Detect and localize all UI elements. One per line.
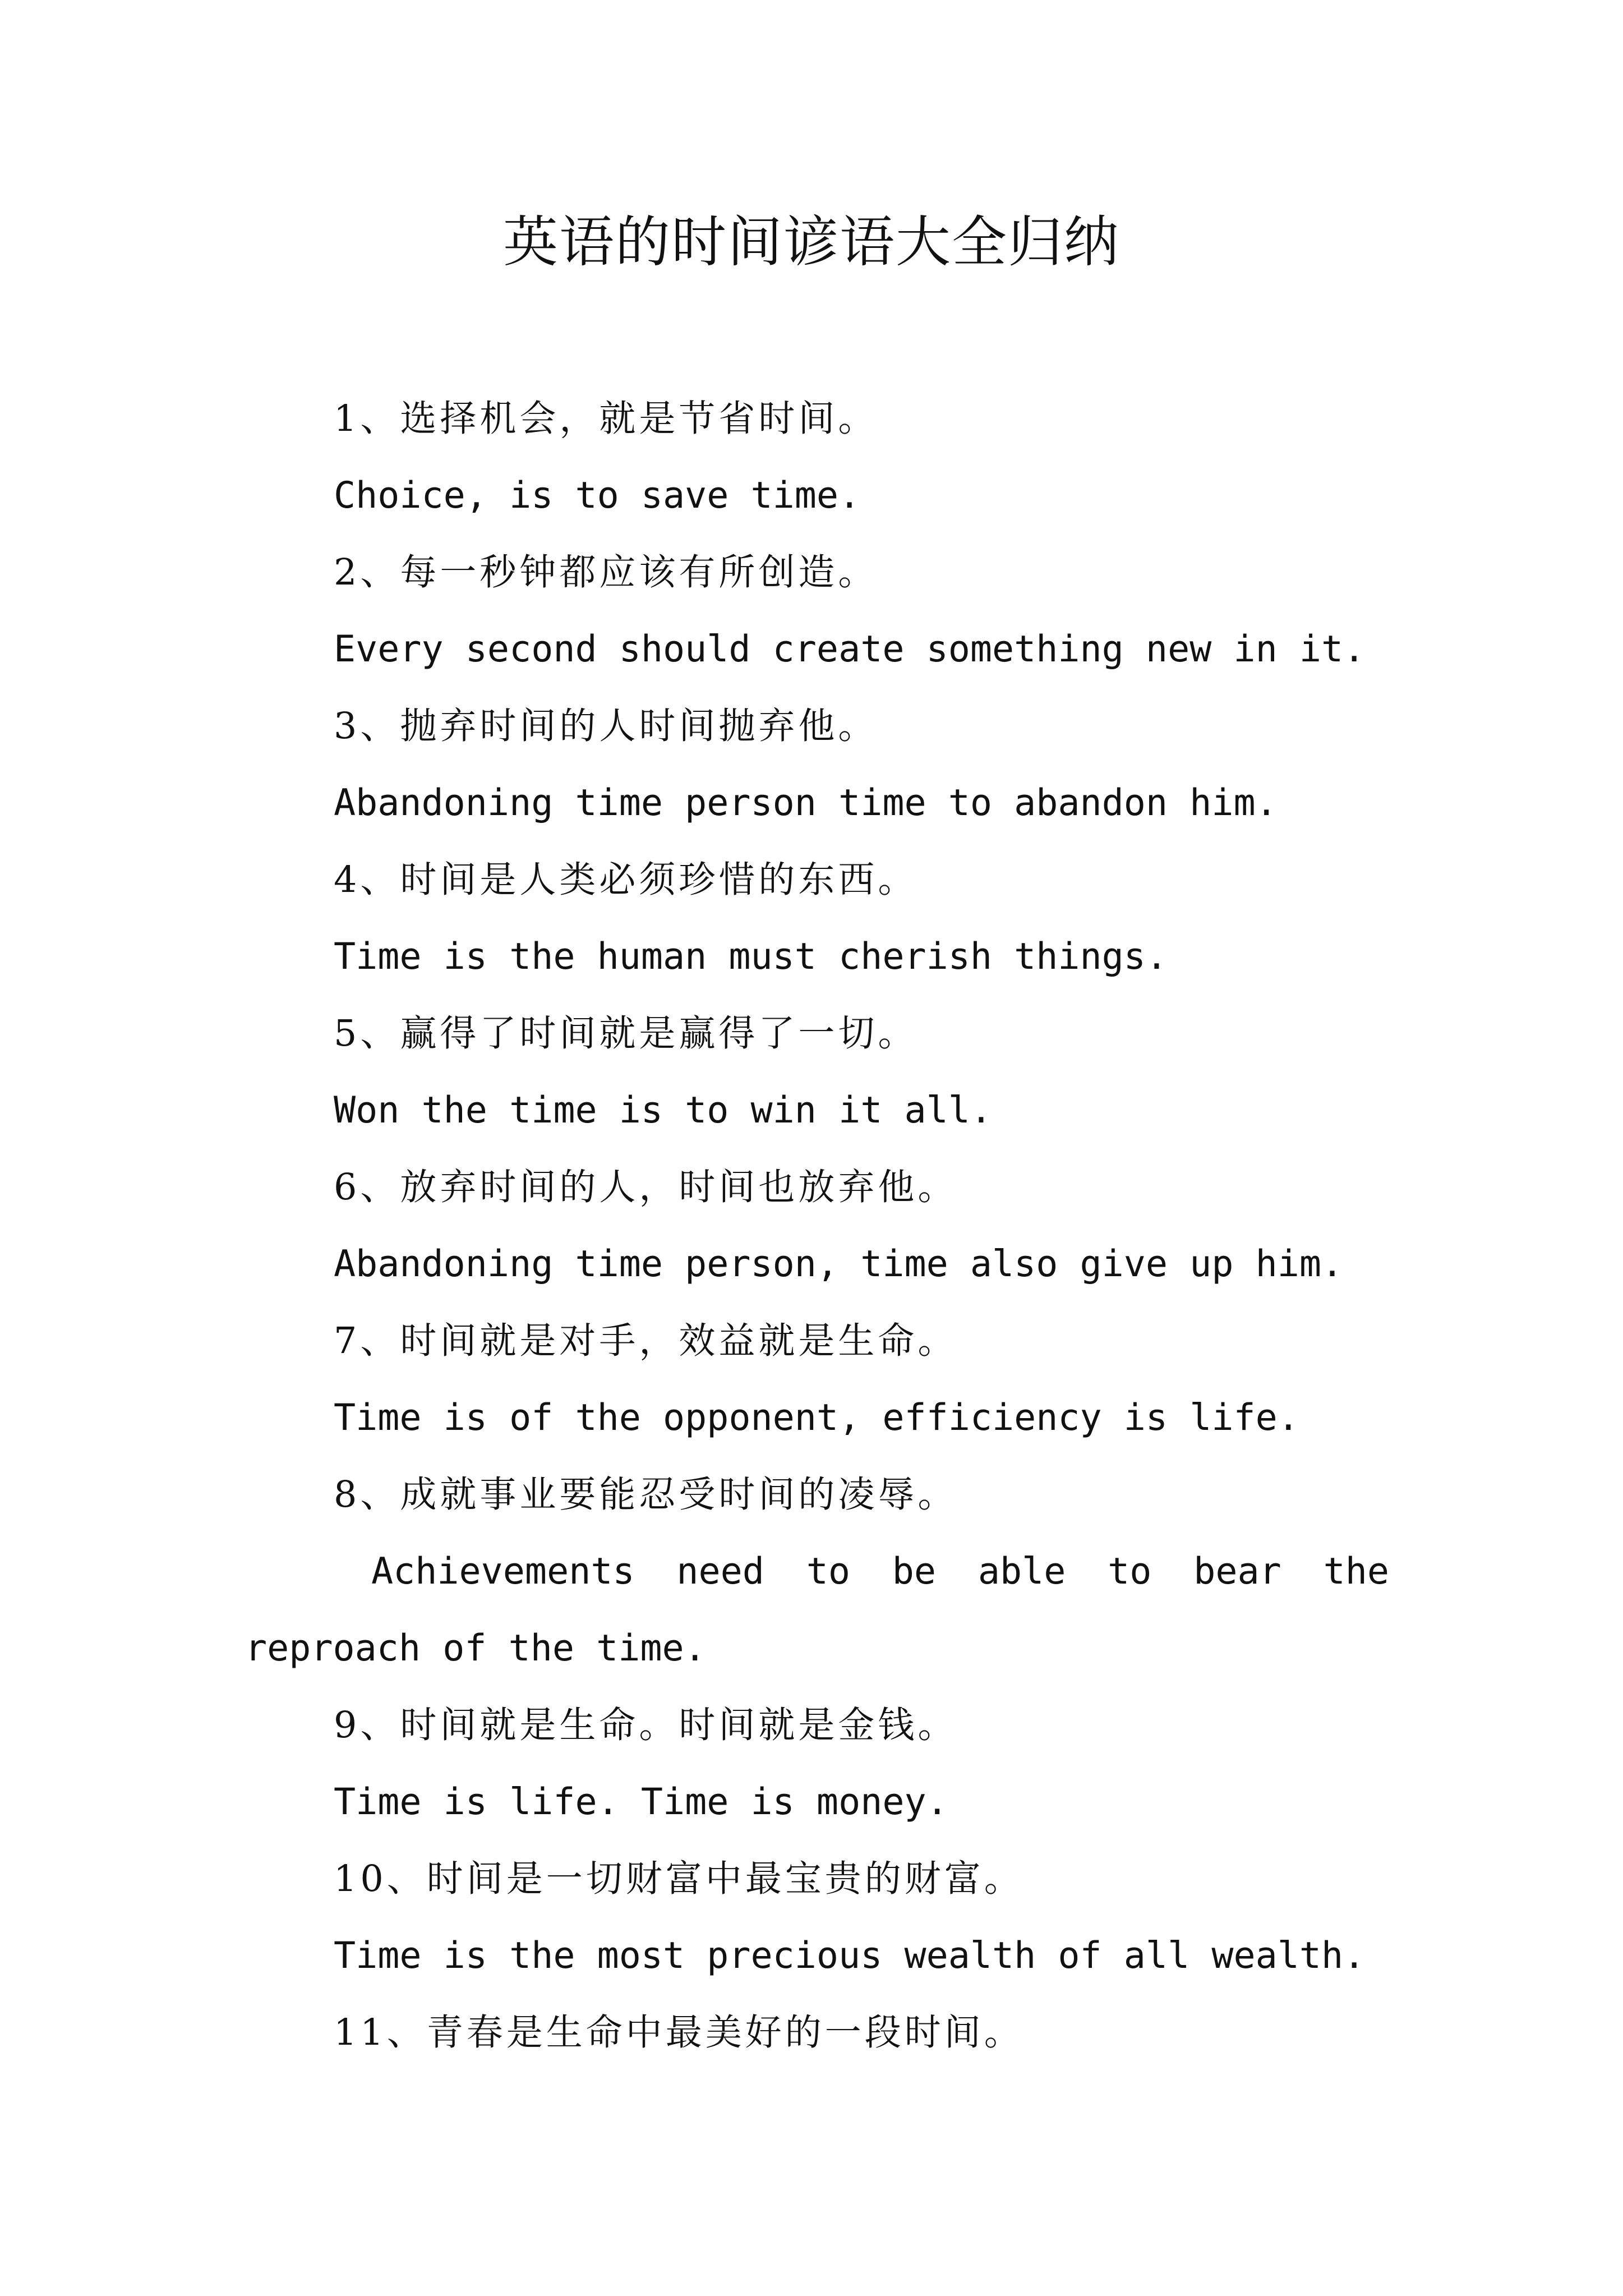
proverb-zh-3: 3、抛弃时间的人时间抛弃他。 xyxy=(334,705,878,747)
proverb-en-4: Time is the human must cherish things. xyxy=(334,936,1168,978)
proverb-en-8-word: to xyxy=(1108,1550,1152,1593)
proverb-zh-2: 2、每一秒钟都应该有所创造。 xyxy=(334,551,878,593)
proverb-zh-6: 6、放弃时间的人，时间也放弃他。 xyxy=(334,1166,958,1208)
proverb-en-8-line-1 xyxy=(245,1533,1389,1610)
proverb-en-10: Time is the most precious wealth of all wealth. xyxy=(334,1935,1366,1977)
proverb-en-3: Abandoning time person time to abandon him. xyxy=(334,782,1278,824)
proverb-en-5: Won the time is to win it all. xyxy=(334,1089,992,1131)
proverb-en-7: Time is of the opponent, efficiency is life. xyxy=(334,1397,1299,1439)
proverb-en-8-word: Achievements xyxy=(371,1550,635,1593)
proverb-zh-5: 5、赢得了时间就是赢得了一切。 xyxy=(334,1013,918,1055)
document-title: 英语的时间谚语大全归纳 xyxy=(502,210,1120,274)
proverb-zh-11: 11、青春是生命中最美好的一段时间。 xyxy=(334,2012,1024,2054)
proverb-en-8-word: be xyxy=(892,1550,937,1593)
proverb-en-1: Choice, is to save time. xyxy=(334,475,861,517)
proverb-zh-10: 10、时间是一切财富中最宝贵的财富。 xyxy=(334,1858,1024,1900)
proverb-zh-9: 9、时间就是生命。时间就是金钱。 xyxy=(334,1704,958,1746)
proverb-en-8-word: bear xyxy=(1193,1550,1281,1593)
proverb-zh-7: 7、时间就是对手，效益就是生命。 xyxy=(334,1320,958,1362)
proverb-zh-1: 1、选择机会，就是节省时间。 xyxy=(334,398,878,440)
proverb-en-6: Abandoning time person, time also give up him. xyxy=(334,1243,1344,1285)
proverb-en-8-word: able xyxy=(978,1550,1066,1593)
proverb-en-2: Every second should create something new in it. xyxy=(334,628,1366,670)
proverb-en-8-word: to xyxy=(806,1550,850,1593)
proverb-en-8-word: the xyxy=(1323,1550,1389,1593)
proverb-en-8-line-2: reproach of the time. xyxy=(245,1627,706,1669)
proverb-en-9: Time is life. Time is money. xyxy=(334,1781,948,1823)
proverb-en-8-word: need xyxy=(676,1550,764,1593)
proverb-zh-8: 8、成就事业要能忍受时间的凌辱。 xyxy=(334,1474,958,1516)
document-body xyxy=(245,380,1389,2071)
proverb-zh-4: 4、时间是人类必须珍惜的东西。 xyxy=(334,859,918,901)
